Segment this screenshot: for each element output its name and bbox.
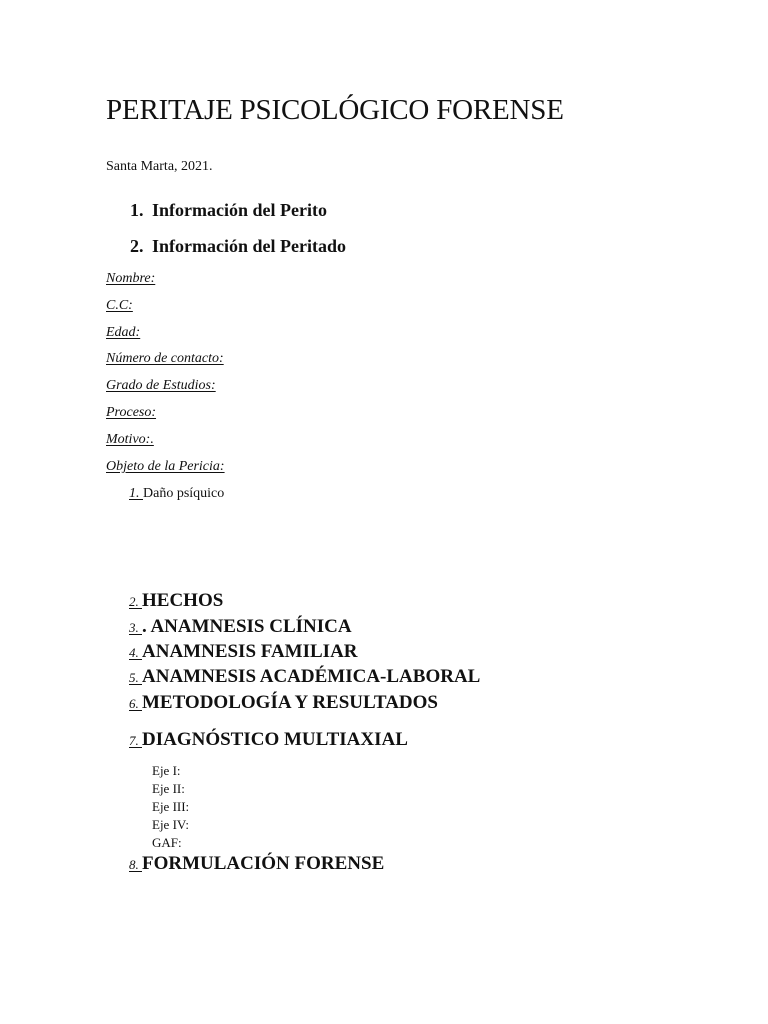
eje-item: Eje IV:: [152, 817, 189, 832]
section-number: 4.: [129, 645, 142, 660]
heading-informacion-perito: [130, 199, 327, 221]
section-label: ANAMNESIS ACADÉMICA-LABORAL: [142, 666, 481, 687]
heading-number: 2.: [130, 236, 144, 256]
field-objeto-pericia: Objeto de la Pericia:: [106, 459, 225, 474]
item-number: 1.: [129, 486, 143, 501]
section-label: ANAMNESIS FAMILIAR: [142, 641, 358, 662]
heading-number: 1.: [130, 200, 144, 220]
section-anamnesis-clinica: [129, 615, 352, 640]
section-number: 2.: [129, 594, 142, 609]
heading-label: Información del Perito: [152, 200, 327, 220]
field-grado-estudios: Grado de Estudios:: [106, 378, 216, 393]
section-label: DIAGNÓSTICO MULTIAXIAL: [142, 729, 408, 750]
section-formulacion-forense: [129, 852, 384, 877]
date-line: Santa Marta, 2021.: [106, 159, 213, 174]
section-label: . ANAMNESIS CLÍNICA: [142, 616, 352, 637]
section-metodologia-resultados: [129, 691, 438, 716]
heading-label: Información del Peritado: [152, 236, 346, 256]
section-label: HECHOS: [142, 590, 224, 611]
field-nombre: Nombre:: [106, 271, 156, 286]
field-motivo: Motivo:.: [106, 432, 154, 447]
field-edad: Edad:: [106, 325, 141, 340]
section-diagnostico-multiaxial: [129, 728, 408, 753]
section-number: 7.: [129, 733, 142, 748]
document-title: PERITAJE PSICOLÓGICO FORENSE: [106, 94, 564, 126]
field-cc: C.C:: [106, 298, 133, 313]
field-proceso: Proceso:: [106, 405, 157, 420]
section-hechos: [129, 589, 223, 614]
section-number: 3.: [129, 620, 142, 635]
gaf-item: GAF:: [152, 835, 182, 850]
section-label: FORMULACIÓN FORENSE: [142, 853, 385, 874]
eje-item: Eje II:: [152, 781, 185, 796]
heading-informacion-peritado: [130, 235, 346, 257]
section-anamnesis-familiar: [129, 640, 358, 665]
field-numero-contacto: Número de contacto:: [106, 351, 224, 366]
section-number: 6.: [129, 696, 142, 711]
section-number: 8.: [129, 857, 142, 872]
eje-item: Eje III:: [152, 799, 190, 814]
section-anamnesis-academica-laboral: [129, 665, 480, 690]
item-label: Daño psíquico: [143, 486, 225, 501]
objeto-item-dano-psiquico: [129, 485, 224, 503]
eje-item: Eje I:: [152, 763, 181, 778]
section-number: 5.: [129, 670, 142, 685]
section-label: METODOLOGÍA Y RESULTADOS: [142, 692, 438, 713]
